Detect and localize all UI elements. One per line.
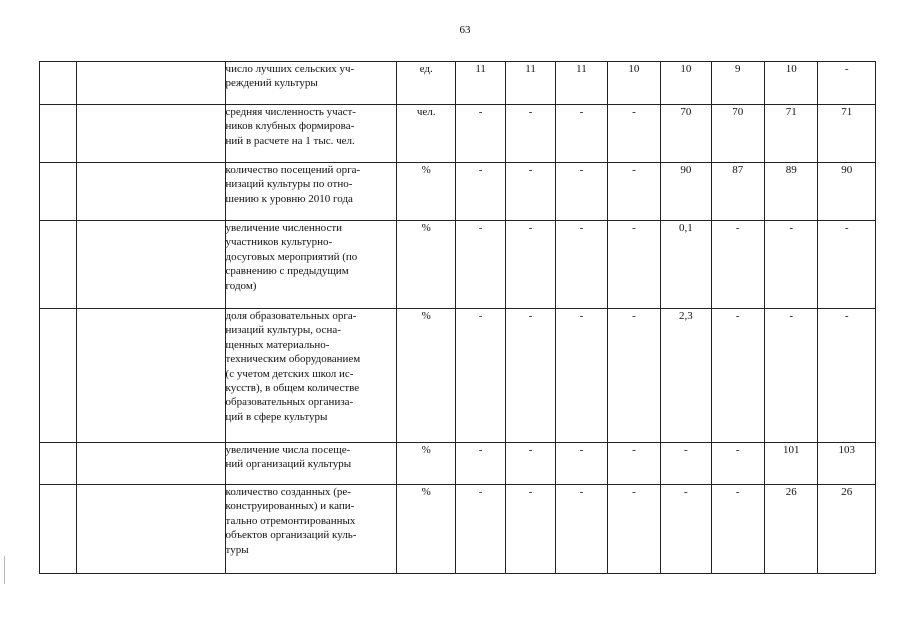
value-cell: 103 [818,443,876,485]
number-cell [40,163,77,221]
value-cell: 101 [764,443,817,485]
section-cell [77,443,225,485]
value-cell: 11 [556,62,607,105]
value-cell: - [607,309,660,443]
description-line: ний в расчете на 1 тыс. чел. [225,134,355,147]
value-cell: - [661,443,711,485]
value-cell: - [607,443,660,485]
value-cell: 10 [764,62,817,105]
value-cell: 0,1 [661,221,711,309]
description-line: увеличение численности [225,222,343,234]
section-cell [77,62,225,105]
value-cell: - [505,485,555,574]
value-cell: 11 [505,62,555,105]
number-cell [40,309,77,443]
description-line: низаций культуры, осна- [225,324,341,337]
value-cell: - [818,309,876,443]
table-row [40,443,876,485]
description-line: низаций культуры по отно- [225,178,353,191]
value-cell: - [607,485,660,574]
value-cell: - [556,163,607,221]
value-cell: - [456,443,505,485]
description-line: ций в сфере культуры [225,410,328,423]
description-line: конструированных) и капи- [225,500,355,513]
table-row [40,309,876,443]
section-cell [77,221,225,309]
value-cell: - [711,485,764,574]
description-line: кусств), в общем количестве [225,382,360,395]
value-cell: - [711,443,764,485]
value-cell: - [607,105,660,163]
section-cell [77,309,225,443]
description-line: участников культурно- [225,236,333,249]
value-cell: - [505,221,555,309]
number-cell [40,221,77,309]
indicator-description [225,163,396,221]
description-line: доля образовательных орга- [225,310,357,322]
value-cell: 9 [711,62,764,105]
value-cell: - [456,309,505,443]
description-line: досуговых мероприятий (по [225,250,358,263]
indicator-description [225,105,396,163]
scan-edge-mark [4,556,11,584]
description-line: увеличение числа посеще- [225,444,351,456]
value-cell: 70 [661,105,711,163]
description-line: средняя численность участ- [225,106,356,118]
indicator-description [225,309,396,443]
table-body [40,62,876,574]
unit-cell: % [396,163,455,221]
value-cell: 70 [711,105,764,163]
value-cell: 11 [456,62,505,105]
description-line: число лучших сельских уч- [225,63,355,75]
number-cell [40,443,77,485]
unit-cell: % [396,221,455,309]
table-row [40,105,876,163]
description-line: годом) [225,279,257,292]
description-line: количество посещений орга- [225,164,361,176]
value-cell: 10 [661,62,711,105]
value-cell: - [607,221,660,309]
description-line: техническим оборудованием [225,353,361,366]
value-cell: - [711,309,764,443]
value-cell: - [556,309,607,443]
unit-cell: % [396,443,455,485]
table-row [40,62,876,105]
value-cell: - [456,221,505,309]
value-cell: - [456,485,505,574]
value-cell: - [556,485,607,574]
value-cell: - [505,443,555,485]
value-cell: - [764,309,817,443]
value-cell: - [607,163,660,221]
value-cell: 71 [818,105,876,163]
number-cell [40,105,77,163]
section-cell [77,105,225,163]
value-cell: 87 [711,163,764,221]
indicator-description [225,485,396,574]
unit-cell: % [396,309,455,443]
indicator-description [225,443,396,485]
description-line: тально отремонтированных [225,514,356,527]
value-cell: - [711,221,764,309]
indicators-table [39,61,876,574]
value-cell: 26 [818,485,876,574]
value-cell: 26 [764,485,817,574]
description-line: (с учетом детских школ ис- [225,367,354,380]
number-cell [40,62,77,105]
table-row [40,163,876,221]
value-cell: 10 [607,62,660,105]
value-cell: - [764,221,817,309]
value-cell: - [556,221,607,309]
unit-cell: % [396,485,455,574]
unit-cell: чел. [396,105,455,163]
table-row [40,485,876,574]
value-cell: - [556,105,607,163]
description-line: реждений культуры [225,77,318,90]
value-cell: 71 [764,105,817,163]
value-cell: - [818,62,876,105]
unit-cell: ед. [396,62,455,105]
value-cell: 90 [661,163,711,221]
value-cell: - [456,105,505,163]
number-cell [40,485,77,574]
description-line: ников клубных формирова- [225,120,355,133]
description-line: сравнению с предыдущим [225,265,349,278]
description-line: количество созданных (ре- [225,486,351,498]
description-line: объектов организаций куль- [225,529,357,542]
description-line: образовательных организа- [225,396,354,409]
description-line: щенных материально- [225,338,330,351]
description-line: шению к уровню 2010 года [225,192,353,205]
value-cell: 2,3 [661,309,711,443]
value-cell: 90 [818,163,876,221]
value-cell: - [456,163,505,221]
value-cell: - [818,221,876,309]
description-line: ний организаций культуры [225,458,352,471]
table-row [40,221,876,309]
value-cell: - [661,485,711,574]
page-number: 63 [459,24,471,36]
value-cell: - [505,105,555,163]
value-cell: - [505,163,555,221]
indicator-description [225,62,396,105]
value-cell: - [556,443,607,485]
value-cell: - [505,309,555,443]
description-line: туры [225,543,249,556]
section-cell [77,485,225,574]
indicator-description [225,221,396,309]
section-cell [77,163,225,221]
value-cell: 89 [764,163,817,221]
